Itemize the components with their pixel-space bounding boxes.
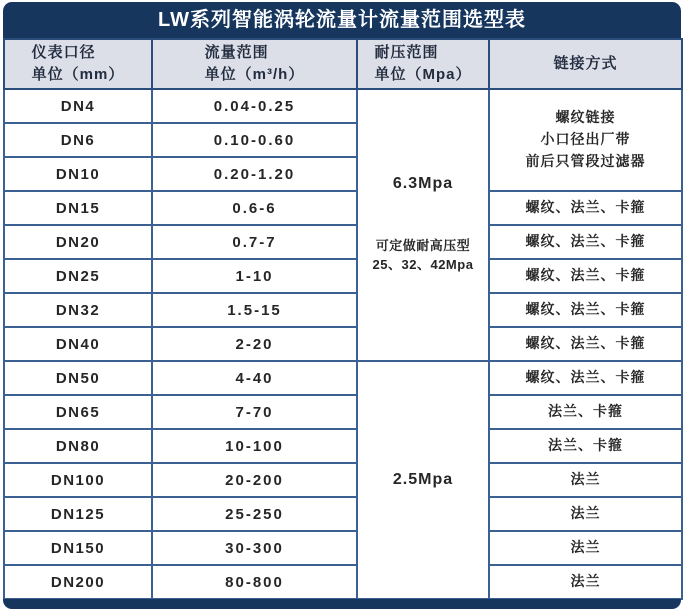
bottom-band [3, 599, 681, 609]
connection-line: 法兰、卡箍 [548, 437, 623, 454]
table-header [4, 39, 682, 89]
connection-line: 螺纹、法兰、卡箍 [525, 233, 646, 250]
spec-table [3, 38, 683, 600]
flow-cell: 0.7-7 [152, 225, 357, 259]
connection-cell [489, 293, 682, 327]
dn-cell: DN100 [4, 463, 152, 497]
table-row [4, 361, 682, 395]
flow-cell: 0.10-0.60 [152, 123, 357, 157]
connection-cell [489, 497, 682, 531]
flow-cell: 7-70 [152, 395, 357, 429]
flow-cell: 0.04-0.25 [152, 89, 357, 123]
connection-line: 螺纹、法兰、卡箍 [525, 267, 646, 284]
connection-line: 法兰 [570, 505, 601, 522]
connection-cell [489, 531, 682, 565]
dn-cell: DN4 [4, 89, 152, 123]
flow-cell: 30-300 [152, 531, 357, 565]
connection-cell [489, 565, 682, 599]
connection-cell [489, 327, 682, 361]
connection-line: 法兰、卡箍 [548, 403, 623, 420]
connection-line: 螺纹、法兰、卡箍 [525, 301, 646, 318]
flow-cell: 0.6-6 [152, 191, 357, 225]
dn-cell: DN125 [4, 497, 152, 531]
dn-cell: DN80 [4, 429, 152, 463]
dn-cell: DN65 [4, 395, 152, 429]
flow-cell: 25-250 [152, 497, 357, 531]
flow-cell: 0.20-1.20 [152, 157, 357, 191]
header-row [4, 39, 682, 89]
connection-line: 法兰 [570, 573, 601, 590]
header-connection [489, 39, 682, 89]
connection-cell [489, 429, 682, 463]
table-body [4, 89, 682, 599]
table-row [4, 429, 682, 463]
header-connection-line1: 链接方式 [553, 55, 618, 73]
dn-cell: DN10 [4, 157, 152, 191]
header-pressure-line1: 耐压范围 [374, 44, 439, 62]
pressure-note-line: 25、32、42Mpa [372, 257, 474, 272]
pressure-note [358, 237, 488, 275]
flowmeter-selection-table [3, 2, 681, 609]
table-row [4, 89, 682, 123]
dn-cell: DN50 [4, 361, 152, 395]
connection-line: 小口径出厂带 [540, 131, 631, 148]
table-row [4, 565, 682, 599]
dn-cell: DN20 [4, 225, 152, 259]
pressure-cell [357, 361, 489, 599]
dn-cell: DN25 [4, 259, 152, 293]
header-diameter-line2: 单位（mm） [31, 66, 125, 83]
dn-cell: DN15 [4, 191, 152, 225]
table-row [4, 327, 682, 361]
flow-cell: 10-100 [152, 429, 357, 463]
table-row [4, 463, 682, 497]
header-pressure-range [357, 39, 489, 89]
flow-cell: 80-800 [152, 565, 357, 599]
header-pressure-line2: 单位（Mpa） [374, 66, 472, 83]
connection-cell [489, 395, 682, 429]
table-title: LW系列智能涡轮流量计流量范围选型表 [3, 2, 681, 38]
connection-line: 螺纹、法兰、卡箍 [525, 335, 646, 352]
connection-line: 法兰 [570, 471, 601, 488]
pressure-cell [357, 89, 489, 361]
dn-cell: DN40 [4, 327, 152, 361]
table-row [4, 293, 682, 327]
table-row [4, 259, 682, 293]
flow-cell: 1-10 [152, 259, 357, 293]
flow-cell: 4-40 [152, 361, 357, 395]
dn-cell: DN32 [4, 293, 152, 327]
table-row [4, 531, 682, 565]
connection-line: 螺纹链接 [555, 109, 616, 126]
connection-line: 螺纹、法兰、卡箍 [525, 199, 646, 216]
dn-cell: DN200 [4, 565, 152, 599]
dn-cell: DN6 [4, 123, 152, 157]
table-row [4, 225, 682, 259]
connection-cell [489, 259, 682, 293]
table-row [4, 395, 682, 429]
header-flow-range [152, 39, 357, 89]
table-row [4, 191, 682, 225]
pressure-note-line: 可定做耐高压型 [375, 238, 471, 254]
table-row [4, 497, 682, 531]
connection-cell [489, 225, 682, 259]
header-diameter-line1: 仪表口径 [31, 44, 96, 62]
flow-cell: 2-20 [152, 327, 357, 361]
connection-cell [489, 191, 682, 225]
dn-cell: DN150 [4, 531, 152, 565]
pressure-value: 6.3Mpa [392, 175, 454, 193]
connection-cell [489, 361, 682, 395]
header-diameter [4, 39, 152, 89]
connection-cell [489, 463, 682, 497]
connection-cell [489, 89, 682, 191]
pressure-value: 2.5Mpa [392, 471, 454, 488]
flow-cell: 20-200 [152, 463, 357, 497]
connection-line: 螺纹、法兰、卡箍 [525, 369, 646, 386]
flow-cell: 1.5-15 [152, 293, 357, 327]
header-flow-line2: 单位（m³/h） [204, 66, 305, 83]
connection-line: 法兰 [570, 539, 601, 556]
connection-line: 前后只管段过滤器 [525, 152, 646, 169]
header-flow-line1: 流量范围 [204, 44, 269, 62]
